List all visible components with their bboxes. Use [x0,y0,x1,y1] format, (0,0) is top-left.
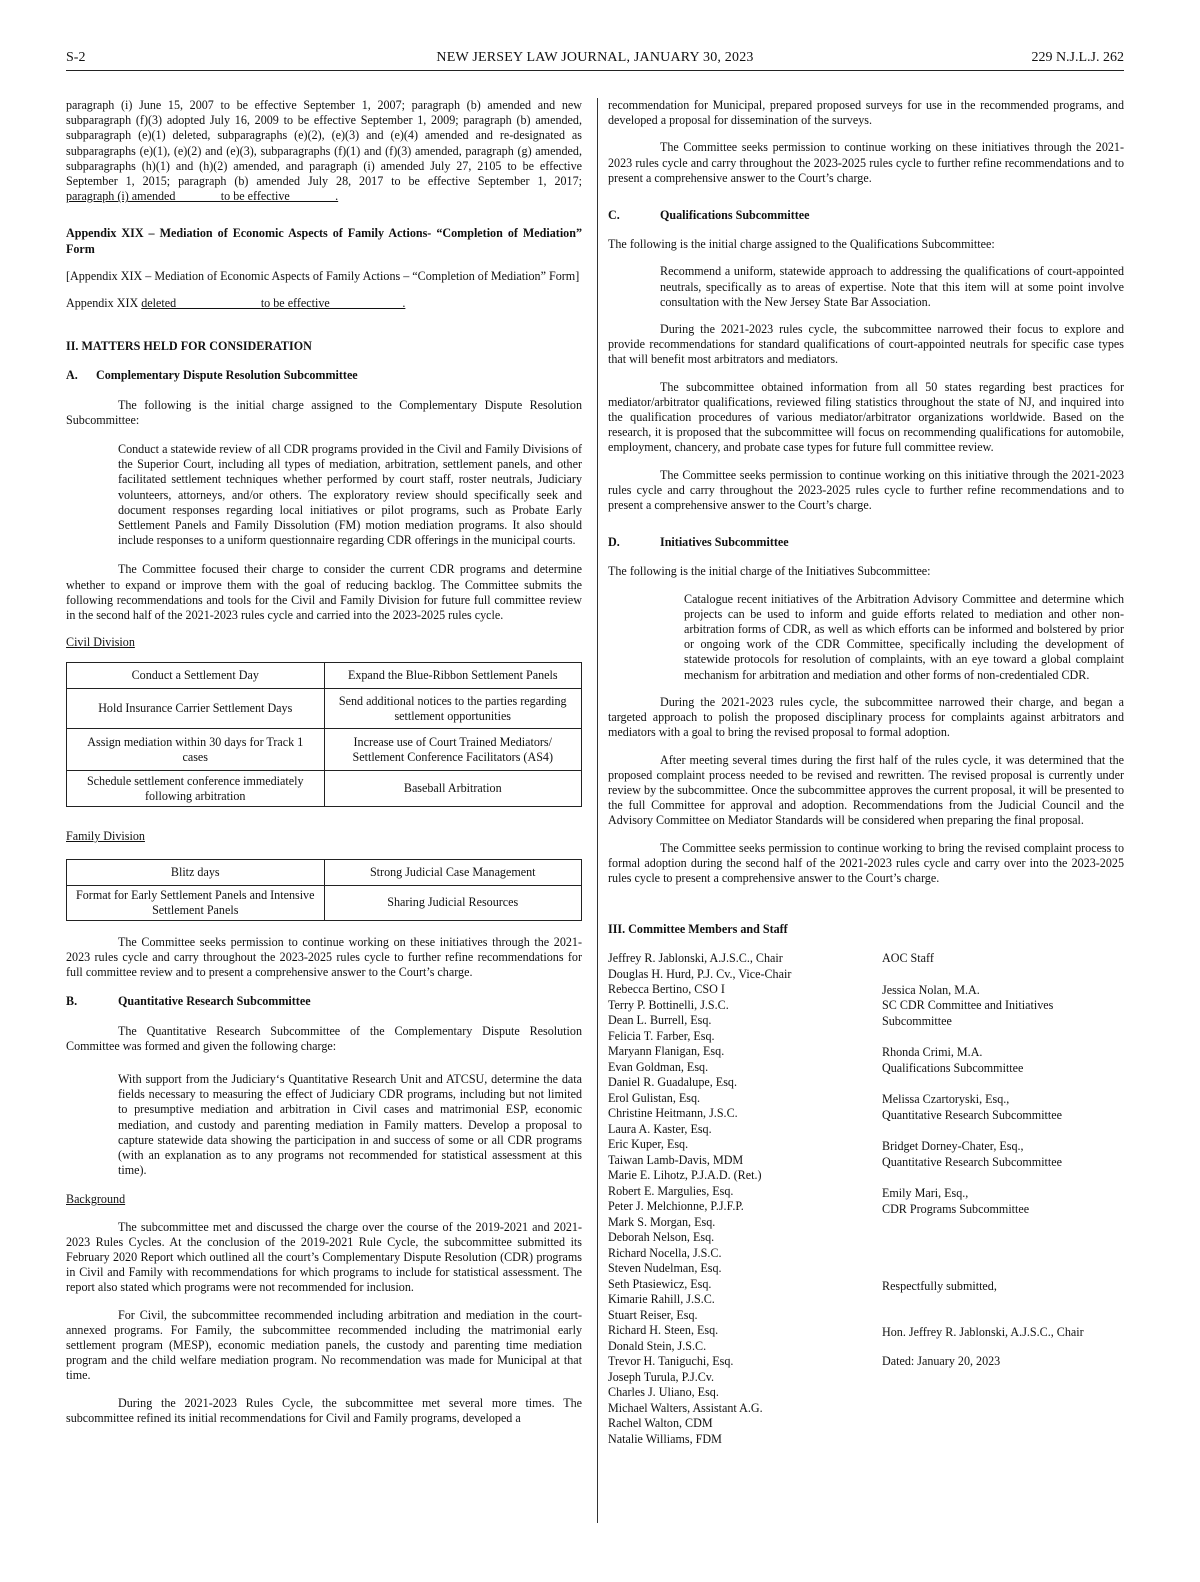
list-item: Daniel R. Guadalupe, Esq. [608,1075,737,1090]
intro-underlined: paragraph (i) amended to be effective . [66,189,339,204]
list-item: Peter J. Melchionne, P.J.F.P. [608,1199,744,1214]
list-item: Evan Goldman, Esq. [608,1059,709,1074]
list-item: Christine Heitmann, J.S.C. [608,1106,738,1121]
respectfully-submitted: Respectfully submitted, [882,1279,997,1294]
table-row [67,885,582,920]
staff-name: Jessica Nolan, M.A. [882,982,980,997]
table-cell: Baseball Arbitration [324,771,582,807]
section-a-heading [66,368,582,383]
section-iii-heading: III. Committee Members and Staff [608,922,788,937]
left-column [66,98,582,1426]
list-item: Douglas H. Hurd, P.J. Cv., Vice-Chair [608,966,792,981]
staff-name: Emily Mari, Esq., [882,1186,969,1201]
list-item: Kimarie Rahill, J.S.C. [608,1292,715,1307]
appendix-deleted-prefix: Appendix XIX [66,296,139,311]
continued-paragraph: recommendation for Municipal, prepared proposed surveys for use in the recommended programs, and developed a proposal for dissemination of the surveys. [608,98,1124,128]
section-d-title: Initiatives Subcommittee [660,535,789,550]
citation: 229 N.J.L.J. 262 [1031,50,1124,65]
family-division-table [66,859,582,921]
section-b-permission: The Committee seeks permission to continue working on these initiatives through the 2021-2023 rules cycle and carry throughout the 2023-2025 rules cycle to further refine recommendations and to present a comprehensive answer to the Court’s charge. [608,140,1124,185]
section-c-intro: The following is the initial charge assigned to the Qualifications Subcommittee: [608,237,995,252]
staff-role: Quantitative Research Subcommittee [882,1154,1063,1169]
table-cell: Hold Insurance Carrier Settlement Days [67,689,325,729]
section-a-title: Complementary Dispute Resolution Subcommittee [96,368,358,383]
background-p2: For Civil, the subcommittee recommended including arbitration and mediation in the court-annexed programs. For Family, the subcommittee recommended including the matrimonial early settlement program (MESP), economic mediation panels, the custody and parenting time mediation program and the child welfare mediation program. No recommendation was made for Municipal at that time. [66,1307,582,1383]
section-a-intro: The following is the initial charge assigned to the Complementary Dispute Resolution Subcommittee: [66,397,582,427]
staff-role: CDR Programs Subcommittee [882,1201,1030,1216]
section-c-p3: The Committee seeks permission to continue working on this initiative through the 2021-2023 rules cycle and carry throughout the 2023-2025 rules cycle to further refine recommendations and to present a comprehensive answer to the Court’s charge. [608,467,1124,513]
staff-name: Rhonda Crimi, M.A. [882,1045,983,1060]
list-item: Dean L. Burrell, Esq. [608,1013,712,1028]
list-item: Eric Kuper, Esq. [608,1137,689,1152]
section-b-heading [66,994,582,1009]
family-division-label: Family Division [66,829,145,844]
appendix-heading: Appendix XIX – Mediation of Economic Aspects of Family Actions- “Completion of Mediation” Form [66,226,582,256]
civil-division-label: Civil Division [66,635,135,650]
section-c-charge: Recommend a uniform, statewide approach to addressing the qualifications of court-appointed neutrals, specifically as to areas of expertise. Note that this item will at some point involve consultation with the New Jersey State Bar Association. [660,264,1124,309]
list-item: Natalie Williams, FDM [608,1431,722,1446]
section-b-intro: The Quantitative Research Subcommittee of the Complementary Dispute Resolution Committee was formed and given the following charge: [66,1023,582,1053]
intro-paragraph [66,98,582,204]
list-item: Erol Gulistan, Esq. [608,1090,701,1105]
table-cell: Send additional notices to the parties regarding settlement opportunities [324,689,582,729]
section-d-heading [608,535,1124,550]
list-item: Deborah Nelson, Esq. [608,1230,715,1245]
table-cell: Sharing Judicial Resources [324,885,582,920]
table-cell: Blitz days [67,859,325,885]
section-d-p3: The Committee seeks permission to continue working to bring the revised complaint process to formal adoption during the second half of the 2021-2023 rules cycle and carry over into the 2023-2025 rules cycle to present a comprehensive answer to the Court’s charge. [608,840,1124,885]
dated: Dated: January 20, 2023 [882,1354,1001,1369]
section-b-letter: B. [66,994,78,1009]
staff-name: Melissa Czartoryski, Esq., [882,1092,1010,1107]
table-cell: Strong Judicial Case Management [324,859,582,885]
list-item: Michael Walters, Assistant A.G. [608,1400,763,1415]
list-item: Joseph Turula, P.J.Cv. [608,1369,715,1384]
appendix-deleted [66,296,582,311]
list-item: Trevor H. Taniguchi, Esq. [608,1354,734,1369]
staff-role: Subcommittee [882,1013,952,1028]
signatory: Hon. Jeffrey R. Jablonski, A.J.S.C., Chair [882,1324,1084,1339]
table-cell: Format for Early Settlement Panels and Intensive Settlement Panels [67,885,325,920]
list-item: Donald Stein, J.S.C. [608,1338,707,1353]
committee-members [608,951,1124,1447]
list-item: Charles J. Uliano, Esq. [608,1385,719,1400]
section-c-heading [608,208,1124,223]
table-row [67,859,582,885]
section-a-charge: Conduct a statewide review of all CDR programs provided in the Civil and Family Divisions of the Superior Court, including all types of mediation, arbitration, settlement panels, and other facilitated settlement techniques whether performed by court staff, roster neutrals, Judiciary volunteers, attorneys, and/or others. The exploratory review should specifically seek and document responses regarding local initiatives or pilot programs, such as Probate Early Settlement Panels and Family Dissolution (FM) motion mediation programs. It also should include responses to a uniform questionnaire regarding CDR offerings in the municipal courts. [118,442,582,548]
section-d-p1: During the 2021-2023 rules cycle, the subcommittee narrowed their charge, and began a targeted approach to polish the proposed disciplinary process for complaints against arbitrators and mediators with a goal to bring the revised proposal to formal adoption. [608,694,1124,740]
table-row [67,663,582,689]
section-d-charge: Catalogue recent initiatives of the Arbitration Advisory Committee and determine which projects can be used to inform and guide efforts related to mediation and other non-arbitration forms of CDR, as well as which efforts can be informed and bolstered by prior or ongoing work of the CDR Committee, specifically including the development of statewide protocols for resolution of complaints, with an eye toward a global complaint mechanism for arbitration and mediation and other forms of non-credentialed CDR. [684,591,1124,682]
section-a-permission: The Committee seeks permission to continue working on these initiatives through the 2021-2023 rules cycle and carry throughout the 2023-2025 rules cycle to further refine recommendations for full committee review and to present a comprehensive answer to the Court’s charge. [66,934,582,980]
appendix-deleted-text: deleted to be effective . [141,296,406,311]
list-item: Marie E. Lihotz, P.J.A.D. (Ret.) [608,1168,762,1183]
table-row [67,771,582,807]
list-item: Seth Ptasiewicz, Esq. [608,1276,712,1291]
staff-role: SC CDR Committee and Initiatives [882,998,1054,1013]
list-item: Jeffrey R. Jablonski, A.J.S.C., Chair [608,951,783,966]
section-c-letter: C. [608,208,620,223]
staff-role: Qualifications Subcommittee [882,1060,1024,1075]
table-cell: Conduct a Settlement Day [67,663,325,689]
section-ii-heading: II. MATTERS HELD FOR CONSIDERATION [66,339,312,354]
page-header [66,50,1124,71]
list-item: Terry P. Bottinelli, J.S.C. [608,997,729,1012]
list-item: Steven Nudelman, Esq. [608,1261,722,1276]
page-number: S-2 [66,50,86,65]
civil-division-table [66,662,582,807]
section-b-charge: With support from the Judiciary‘s Quantitative Research Unit and ATCSU, determine the data fields necessary to measuring the effect of Judiciary CDR programs, including but not limited to presumptive mediation and arbitration in Civil cases and matrimonial ESP, economic mediation, and custody and parenting mediation in Family matters. Develop a proposal to capture statewide data showing the participation in and success of some or all CDR programs (with an explanation as to any programs not recommended for statistical assessment at this time). [118,1071,582,1178]
column-divider [597,98,598,1523]
intro-text: paragraph (i) June 15, 2007 to be effective September 1, 2007; paragraph (b) amended and new subparagraph (f)(3) adopted July 16, 2009 to be effective September 1, 2009; paragraph (b) amended, subparagraph (e)(1) deleted, subparagraphs (e)(2), (e)(3) and (e)(4) amended and re-designated as subparagraphs (e)(1), (e)(2) and (e)(3), subparagraphs (f)(1) and (f)(3) amended, paragraph (g) amended, subparagraphs (h)(1) and (h)(2) amended, and paragraph (i) amended July 27, 2105 to be effective September 1, 2015; paragraph (b) amended July 28, 2017 to be effective September 1, 2017; [66,98,582,189]
list-item: Rebecca Bertino, CSO I [608,982,725,997]
section-a-letter: A. [66,368,78,383]
table-cell: Expand the Blue-Ribbon Settlement Panels [324,663,582,689]
staff-list [882,951,1124,1447]
list-item: Stuart Reiser, Esq. [608,1307,698,1322]
section-b-title: Quantitative Research Subcommittee [118,994,311,1009]
journal-title: NEW JERSEY LAW JOURNAL, JANUARY 30, 2023 [436,50,754,65]
table-cell: Schedule settlement conference immediately following arbitration [67,771,325,807]
section-d-intro: The following is the initial charge of the Initiatives Subcommittee: [608,564,931,579]
aoc-staff-heading: AOC Staff [882,951,934,966]
section-d-p2: After meeting several times during the first half of the rules cycle, it was determined that the proposed complaint process needed to be revised and rewritten. The revised proposal is currently under review by the subcommittee. Once the subcommittee approves the current proposal, it will be presented to the full Committee for approval and adoption. Recommendations from the Judicial Council and the Advisory Committee on Mediator Standards will be considered when preparing the final proposal. [608,752,1124,828]
staff-name: Bridget Dorney-Chater, Esq., [882,1139,1024,1154]
list-item: Mark S. Morgan, Esq. [608,1214,716,1229]
members-list [608,951,882,1447]
section-c-p2: The subcommittee obtained information from all 50 states regarding best practices for mediator/arbitrator qualifications, reviewed filing statistics throughout the state of NJ, and inquired into the qualification procedures of various mediator/arbitrator organizations worldwide. Based on the research, it is proposed that the subcommittee will focus on recommending qualifications for automobile, employment, chancery, and probate case types for future full committee review. [608,379,1124,455]
section-c-p1: During the 2021-2023 rules cycle, the subcommittee narrowed their focus to explore and provide recommendations for standard qualifications of court-appointed neutrals for specific case types that will benefit most arbitrators and mediators. [608,322,1124,367]
list-item: Laura A. Kaster, Esq. [608,1121,712,1136]
table-cell: Assign mediation within 30 days for Track 1 cases [67,729,325,771]
background-p1: The subcommittee met and discussed the charge over the course of the 2019-2021 and 2021-2023 Rules Cycles. At the conclusion of the 2019-2021 Rule Cycle, the subcommittee submitted its February 2020 Report which outlined all the court’s Complementary Dispute Resolution (CDR) programs in Civil and Family with recommendations for which programs to include for statistical assessment. The report also stated which programs were not recommended for inclusion. [66,1219,582,1295]
staff-role: Quantitative Research Subcommittee [882,1107,1063,1122]
appendix-bracket: [Appendix XIX – Mediation of Economic Aspects of Family Actions – “Completion of Mediation” Form] [66,268,580,283]
list-item: Felicia T. Farber, Esq. [608,1028,715,1043]
table-row [67,729,582,771]
list-item: Taiwan Lamb-Davis, MDM [608,1152,744,1167]
section-a-focus: The Committee focused their charge to consider the current CDR programs and determine whether to expand or improve them with the goal of reducing backlog. The Committee submits the following recommendations and tools for the Civil and Family Division for future full committee review in the second half of the 2021-2023 rules cycle and carried into the 2023-2025 rules cycle. [66,562,582,623]
list-item: Rachel Walton, CDM [608,1416,713,1431]
background-label: Background [66,1192,126,1207]
table-cell: Increase use of Court Trained Mediators/ Settlement Conference Facilitators (AS4) [324,729,582,771]
right-column [608,98,1124,1447]
list-item: Richard Nocella, J.S.C. [608,1245,722,1260]
list-item: Robert E. Margulies, Esq. [608,1183,734,1198]
background-p3: During the 2021-2023 Rules Cycle, the subcommittee met several more times. The subcommittee refined its initial recommendations for Civil and Family programs, developed a [66,1395,582,1425]
section-d-letter: D. [608,535,620,550]
list-item: Maryann Flanigan, Esq. [608,1044,725,1059]
list-item: Richard H. Steen, Esq. [608,1323,719,1338]
section-c-title: Qualifications Subcommittee [660,208,810,223]
table-row [67,689,582,729]
